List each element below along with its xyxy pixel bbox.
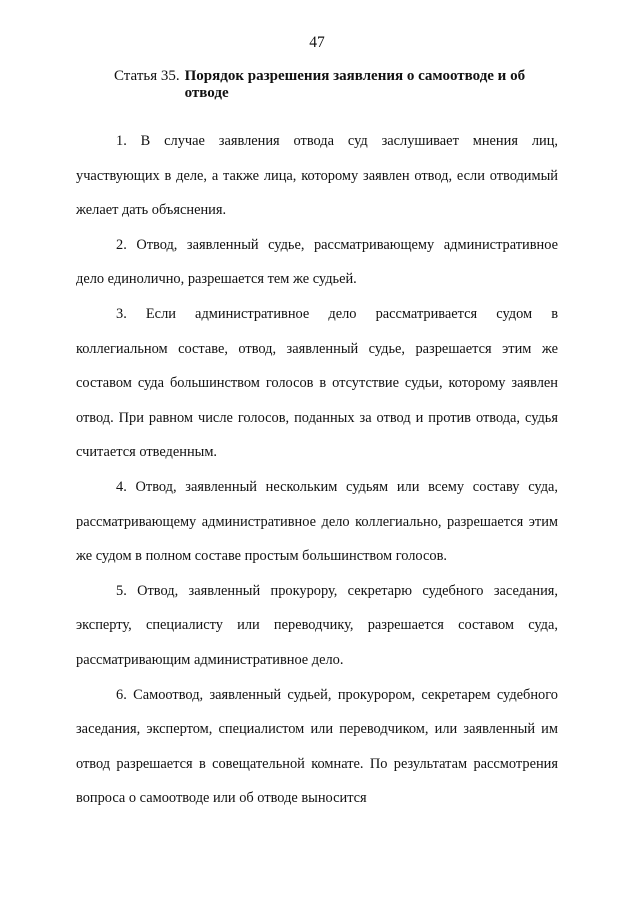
article-title: Порядок разрешения заявления о самоотводе и об отводе: [184, 68, 526, 101]
article-number: Статья 35.: [114, 68, 180, 84]
paragraph-2: 2. Отвод, заявленный судье, рассматривающему административное дело единолично, разрешается тем же судьей.: [76, 236, 558, 288]
paragraph-1: 1. В случае заявления отвода суд заслушивает мнения лиц, участвующих в деле, а также лица, которому заявлен отвод, если отводимый желает дать объяснения.: [76, 133, 558, 219]
article-heading: [114, 68, 558, 102]
paragraph-3: 3. Если административное дело рассматривается судом в коллегиальном составе, отвод, заявленный судье, разрешается этим же составом суда большинством голосов в отсутствие судьи, которому заявлен отвод. При равном числе голосов, поданных за отвод и против отвода, судья считается отведенным.: [76, 305, 558, 461]
page-number: 47: [309, 34, 325, 51]
paragraph-5: 5. Отвод, заявленный прокурору, секретарю судебного заседания, эксперту, специалисту или переводчику, разрешается составом суда, рассматривающим административное дело.: [76, 582, 558, 668]
paragraph-6: 6. Самоотвод, заявленный судьей, прокурором, секретарем судебного заседания, экспертом, специалистом или переводчиком, или заявленный им отвод разрешается в совещательной комнате. По результатам рассмотрения вопроса о самоотводе или об отводе выносится: [76, 686, 558, 807]
paragraph-4: 4. Отвод, заявленный нескольким судьям или всему составу суда, рассматривающему административное дело коллегиально, разрешается этим же судом в полном составе простым большинством голосов.: [76, 478, 558, 565]
